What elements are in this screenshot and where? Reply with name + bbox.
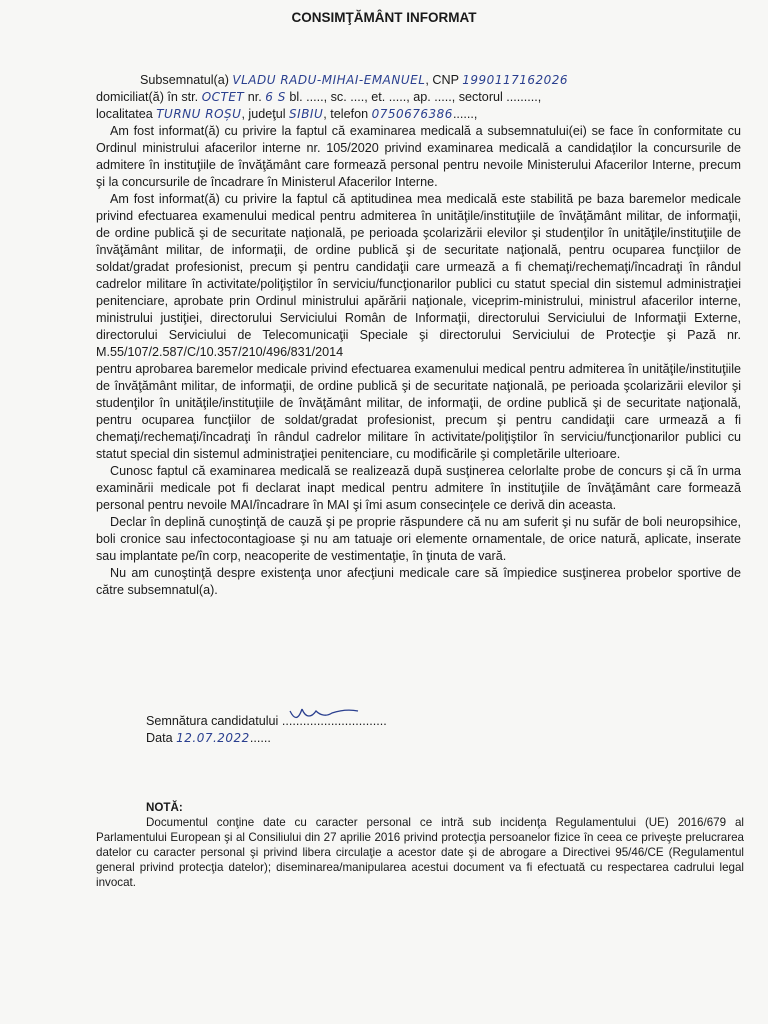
signature-line [146, 713, 387, 730]
street-value: OCTET [201, 90, 245, 104]
paragraph-2: Am fost informat(ă) cu privire la faptul că aptitudinea mea medicală este stabilită pe baza baremelor medicale privind efectuarea examenului medical pentru admiterea în unităţile/instituţiile de învăţământ militar, de informaţii, de ordine publică şi de securitate naţională, pe perioada şcolarizării elevilor şi studenţilor în unităţile/instituţiile de învăţământ militar, de informaţii, de ordine publică şi de securitate naţională, pentru ocuparea funcţiilor de soldat/gradat profesionist, precum şi pentru candidaţii care urmează a fi chemaţi/rechemaţi/încadraţi în rândul cadrelor militare în activitate/poliţiştilor în serviciu/funcţionarilor publici cu statut special din sistemul administraţiei penitenciare, aprobate prin Ordinul ministrului apărării naţionale, viceprim-ministrului, ministrul afacerilor interne, ministrului justiţiei, directorului Serviciului Român de Informaţii, directorului Serviciului de Informaţii Externe, directorului Serviciului de Telecomunicaţii Speciale şi directorului Serviciului de Protecţie şi Pază nr. M.55/107/2.587/C/10.357/210/496/831/2014 [96, 192, 741, 359]
document-body [96, 72, 741, 599]
county-label: , judeţul [241, 107, 290, 121]
date-value: 12.07.2022 [176, 731, 250, 745]
document-title: CONSIMŢĂMÂNT INFORMAT [291, 10, 477, 25]
handwritten-signature-icon [282, 705, 362, 725]
paragraph-3: pentru aprobarea baremelor medicale privind efectuarea examenului medical pentru admiterea în unităţile/instituţiile de învăţământ militar, de informaţii, de ordine publică şi de securitate naţională, pe perioada şcolarizării elevilor şi studenţilor în unităţile/instituţiile de învăţământ militar, de informaţii, de ordine publică şi de securitate naţională, pentru ocuparea funcţiilor de soldat/gradat profesionist, precum şi pentru candidaţii care urmează a fi chemaţi/rechemaţi/încadraţi în rândul cadrelor militare în activitate/poliţiştilor în serviciu/funcţionarilor publici cu statut special din sistemul administraţiei penitenciare, cu modificările şi completările ulterioare. [96, 362, 741, 461]
city-value: TURNU ROȘU [156, 107, 242, 121]
phone-dots: ......, [452, 107, 478, 121]
privacy-note [96, 800, 744, 890]
street-label: domiciliat(ă) în str. [96, 90, 202, 104]
address-rest: bl. ....., sc. ...., et. ....., ap. ....., sectorul ........., [285, 90, 542, 104]
paragraph-1: Am fost informat(ă) cu privire la faptul că examinarea medicală a subsemnatului(ei) se face în conformitate cu Ordinul ministrului afacerilor interne nr. 105/2020 privind examinarea medicală a candidaţilor la concursurile de admitere în instituţiile de învăţământ care formează personal pentru nevoile Ministerului Afacerilor Interne, precum şi la concursurile de încadrare în Ministerul Afacerilor Interne. [96, 124, 741, 189]
candidate-cnp: 1990117162026 [462, 73, 569, 87]
phone-value: 0750676386 [371, 107, 453, 121]
candidate-name: VLADU RADU-MIHAI-EMANUEL [232, 73, 426, 87]
date-dots: ...... [249, 731, 271, 745]
note-text: Documentul conţine date cu caracter personal ce intră sub incidenţa Regulamentului (UE) 2016/679 al Parlamentului European şi al Consiliului din 27 aprilie 2016 privind protecţia persoanelor fizice în ceea ce priveşte prelucrarea datelor cu caracter personal şi privind libera circulaţie a acestor date şi de abrogare a Directivei 95/46/CE (Regulamentul general privind protecţia datelor); diseminarea/manipularea acestui document va fi efectuată cu respectarea cadrului legal invocat. [96, 816, 744, 889]
date-line [146, 730, 387, 747]
note-title: NOTĂ: [146, 801, 183, 814]
paragraph-5: Declar în deplină cunoştinţă de cauză şi pe proprie răspundere că nu am suferit şi nu sufăr de boli neuropsihice, boli cronice sau infectocontagioase şi nu am tatuaje ori elemente ornamentale, de orice natură, aplicate, inserate sau implantate pe/în corp, neacoperite de vestimentaţie, în ţinuta de vară. [96, 515, 741, 563]
form-line-locality [96, 106, 741, 123]
form-line-address [96, 89, 741, 106]
signature-block [146, 713, 387, 747]
number-label: nr. [244, 90, 266, 104]
signature-label: Semnătura candidatului [146, 714, 282, 728]
signature-dots: .............................. [281, 714, 387, 728]
name-label: Subsemnatul(a) [140, 73, 233, 87]
paragraph-6: Nu am cunoştinţă despre existenţa unor afecţiuni medicale care să împiedice susţinerea probelor sportive de către subsemnatul(a). [96, 566, 741, 597]
number-value: 6 S [265, 90, 286, 104]
date-label: Data [146, 731, 177, 745]
paragraph-4: Cunosc faptul că examinarea medicală se realizează după susţinerea celorlalte probe de concurs şi că în urma examinării medicale pot fi declarat inapt medical pentru admitere în instituţiile de învăţământ care formează personal pentru nevoile MAI/încadrare în MAI şi îmi asum consecinţele ce derivă din aceasta. [96, 464, 741, 512]
phone-label: , telefon [323, 107, 372, 121]
cnp-label: , CNP [425, 73, 463, 87]
city-label: localitatea [96, 107, 157, 121]
county-value: SIBIU [289, 107, 324, 121]
form-line-name [96, 72, 741, 89]
